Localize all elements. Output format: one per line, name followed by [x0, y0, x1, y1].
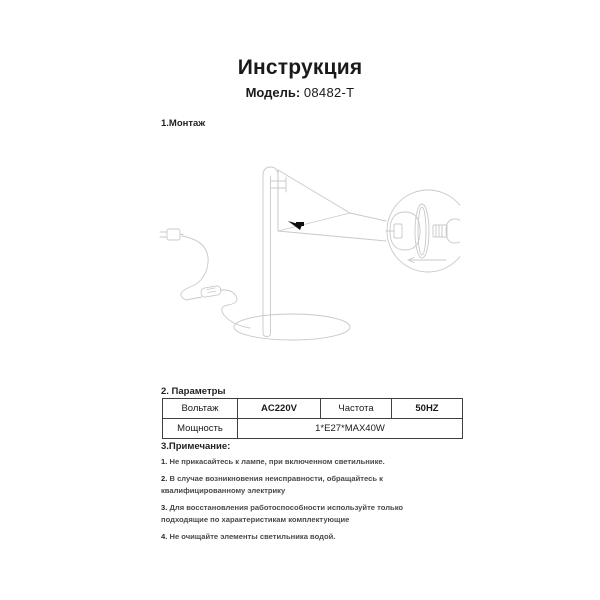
- model-value: 08482-T: [303, 85, 355, 100]
- callout-arrow: [288, 221, 304, 230]
- section-heading-params: 2. Параметры: [161, 386, 226, 397]
- lamp-pole: [263, 167, 286, 337]
- note-text: В случае возникновения неисправности, обращайтесь к квалифицированному электрику: [161, 474, 383, 495]
- note-number: 2.: [161, 474, 168, 484]
- page-title: Инструкция: [237, 56, 363, 79]
- section-heading-notes: 3.Примечание:: [161, 441, 231, 452]
- cell-voltage-value: AC220V: [238, 399, 321, 419]
- power-plug: [160, 229, 183, 240]
- model-label: Модель:: [245, 85, 301, 100]
- cell-frequency-value: 50HZ: [392, 399, 463, 419]
- cell-power-label: Мощность: [163, 419, 238, 439]
- note-number: 3.: [161, 503, 168, 513]
- table-row: [163, 419, 463, 439]
- floor-lamp-assembly-diagram: [150, 155, 460, 365]
- table-row: [163, 399, 463, 419]
- list-item: [161, 531, 451, 542]
- note-number: 4.: [161, 532, 168, 542]
- note-text: Не очищайте элементы светильника водой.: [169, 532, 336, 542]
- section-heading-install: 1.Монтаж: [161, 118, 206, 129]
- cell-voltage-label: Вольтаж: [163, 399, 238, 419]
- note-number: 1.: [161, 457, 168, 466]
- model-line: [0, 85, 600, 100]
- detail-direction-arrow: [408, 258, 446, 263]
- cell-power-value: 1*E27*MAX40W: [238, 419, 463, 439]
- list-item: [161, 502, 451, 525]
- parameters-table: [162, 398, 463, 439]
- notes-list: [161, 456, 451, 542]
- cell-frequency-label: Частота: [321, 399, 392, 419]
- note-text: Не прикасайтесь к лампе, при включенном светильнике.: [169, 457, 385, 466]
- detail-bulb: [433, 219, 460, 243]
- note-text: Для восстановления работоспособности используйте только подходящие по характеристикам комплектующие: [161, 503, 404, 524]
- detail-shade-ring: [415, 204, 429, 258]
- lamp-base-ellipse: [234, 314, 350, 340]
- lamp-shade-cone: [278, 170, 350, 231]
- power-cord: [181, 236, 250, 328]
- list-item: [161, 473, 451, 496]
- list-item: [161, 456, 451, 467]
- inline-switch: [200, 285, 221, 297]
